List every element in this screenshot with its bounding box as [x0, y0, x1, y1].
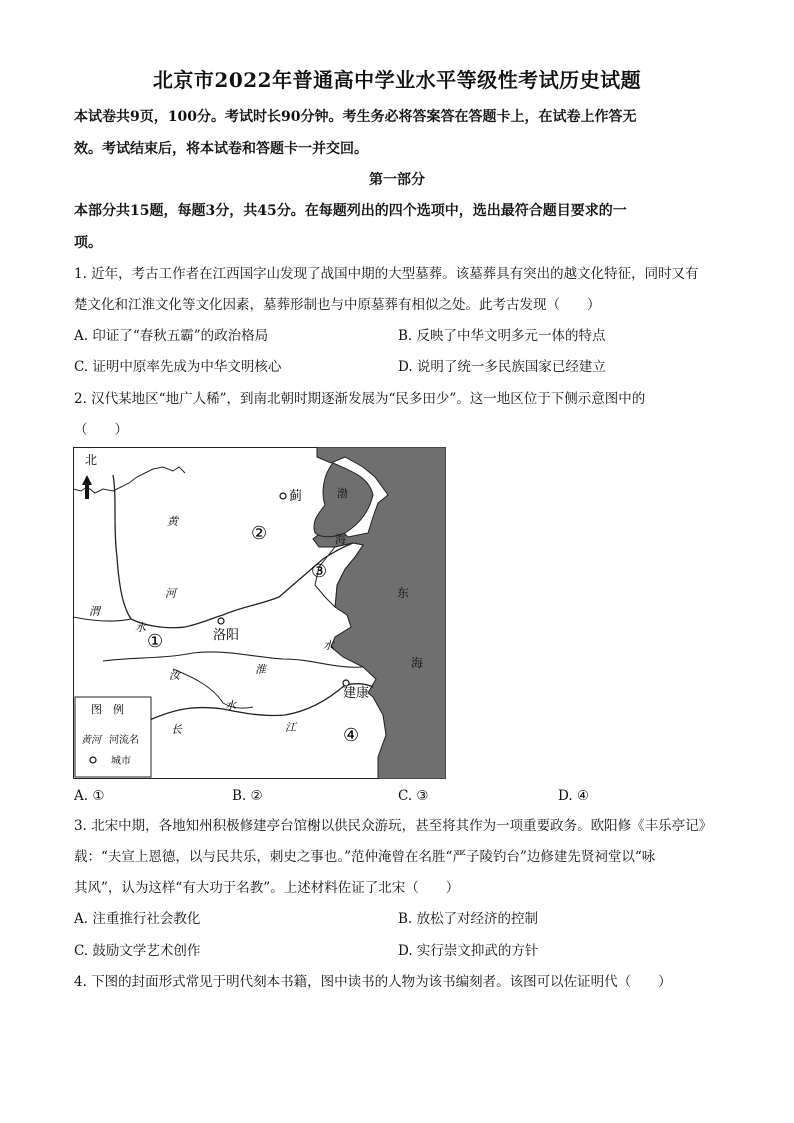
marker-1: ①	[147, 631, 164, 652]
section-instructions: 项。	[74, 235, 102, 251]
notice-line: 效。考试结束后，将本试卷和答题卡一并交回。	[74, 141, 368, 157]
map-figure	[73, 447, 446, 779]
question-1-stem: 楚文化和江淮文化等文化因素，墓葬形制也与中原墓葬有相似之处。此考古发现（ ）	[74, 297, 601, 313]
notice-line: 本试卷共9页，100分。考试时长90分钟。考生务必将答案答在答题卡上，在试卷上作答无	[74, 109, 637, 125]
river-label: 汝	[169, 669, 180, 682]
legend-river-sample: 黄河	[81, 735, 101, 746]
river-label: 水	[135, 621, 146, 634]
sea-label: 海	[411, 656, 424, 670]
marker-4: ④	[343, 725, 360, 746]
question-4-stem: 4. 下图的封面形式常见于明代刻本书籍，图中读书的人物为该书编刻者。该图可以佐证明代（ ）	[74, 974, 672, 990]
legend-city-label: 城市	[111, 756, 131, 767]
q1-option-c[interactable]: C. 证明中原率先成为中华文明核心	[74, 359, 282, 375]
river-label: 黄	[167, 515, 178, 528]
legend-river-label: 河流名	[109, 735, 139, 746]
question-3-stem: 其风”，认为这样“有大功于名教”。上述材料佐证了北宋（ ）	[74, 880, 460, 896]
question-3-stem: 3. 北宋中期，各地知州积极修建亭台馆榭以供民众游玩，甚至将其作为一项重要政务。欧阳修《丰乐亭记》	[74, 818, 713, 834]
question-2-stem: 2. 汉代某地区“地广人稀”，到南北朝时期逐渐发展为“民多田少”。这一地区位于下侧示意图中的	[74, 391, 646, 407]
legend-city-icon	[90, 757, 96, 763]
question-2-stem: （ ）	[74, 422, 128, 438]
question-3-stem: 载：“夫宣上恩德，以与民共乐，刺史之事也。”范仲淹曾在名胜“严子陵钓台”边修建先贤祠堂以“咏	[74, 849, 656, 865]
q2-option-c[interactable]: C. ③	[398, 788, 429, 804]
river-label: 淮	[255, 663, 266, 676]
city-luoyang-icon	[218, 618, 224, 624]
marker-3: ③	[311, 561, 328, 582]
q3-option-a[interactable]: A. 注重推行社会教化	[74, 911, 201, 927]
q1-option-a[interactable]: A. 印证了“春秋五霸”的政治格局	[74, 328, 269, 344]
river-label: 水	[225, 699, 236, 712]
city-ji-label: 蓟	[289, 489, 303, 504]
q3-option-b[interactable]: B. 放松了对经济的控制	[398, 911, 539, 927]
q2-option-b[interactable]: B. ②	[232, 788, 263, 804]
q2-option-d[interactable]: D. ④	[558, 788, 590, 804]
river-label: 水	[323, 639, 334, 652]
river-label: 河	[165, 587, 176, 600]
marker-2: ②	[251, 523, 268, 544]
sea-label: 海	[335, 533, 346, 546]
river-label: 渭	[89, 605, 100, 618]
city-ji-icon	[280, 493, 286, 499]
city-jiankang-label: 建康	[343, 686, 370, 701]
q1-option-d[interactable]: D. 说明了统一多民族国家已经建立	[398, 359, 606, 375]
sea-label: 渤	[337, 487, 348, 500]
question-1-stem: 1. 近年，考古工作者在江西国字山发现了战国中期的大型墓葬。该墓葬具有突出的越文化特征，同时又有	[74, 266, 699, 282]
sea-label: 东	[397, 586, 410, 600]
q2-option-a[interactable]: A. ①	[74, 788, 105, 804]
q1-option-b[interactable]: B. 反映了中华文明多元一体的特点	[398, 328, 606, 344]
legend-title: 图 例	[91, 703, 124, 716]
exam-title: 北京市2022年普通高中学业水平等级性考试历史试题	[152, 68, 642, 92]
section-instructions: 本部分共15题，每题3分，共45分。在每题列出的四个选项中，选出最符合题目要求的一	[74, 203, 627, 219]
q3-option-c[interactable]: C. 鼓励文学艺术创作	[74, 943, 201, 959]
north-label: 北	[85, 453, 98, 467]
city-luoyang-label: 洛阳	[213, 628, 240, 643]
section-title: 第一部分	[369, 172, 425, 188]
historical-map	[73, 447, 446, 779]
river-label: 长	[171, 723, 182, 736]
river-label: 江	[285, 721, 296, 734]
q3-option-d[interactable]: D. 实行崇文抑武的方针	[398, 943, 539, 959]
